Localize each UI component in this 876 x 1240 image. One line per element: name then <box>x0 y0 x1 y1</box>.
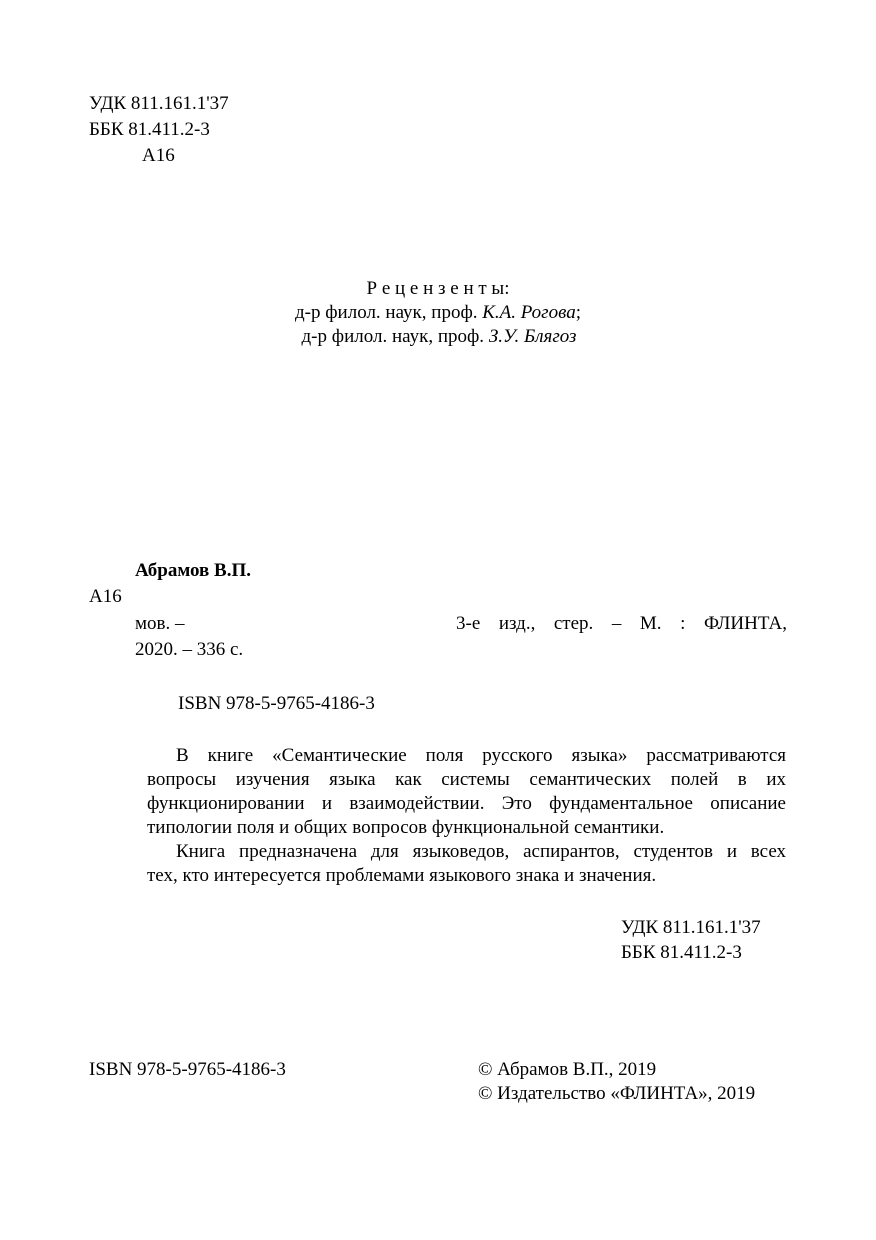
header-bbk: ББК 81.411.2-3 <box>89 119 210 140</box>
bib-line1-left: мов. – <box>135 613 185 634</box>
annotation-p1-line3: функционировании и взаимодействии. Это фундаментальное описание <box>147 793 786 814</box>
header-udk: УДК 811.161.1'37 <box>89 93 229 114</box>
reviewer-degree: д-р филол. наук, проф. <box>301 326 485 347</box>
bib-isbn: ISBN 978-5-9765-4186-3 <box>178 693 375 714</box>
header-author-mark: А16 <box>142 145 175 166</box>
bib-author: Абрамов В.П. <box>135 560 252 581</box>
reviewers-block <box>0 277 876 349</box>
annotation-p1-line1: В книге «Семантические поля русского языка» рассматриваются <box>176 745 786 766</box>
reviewer-name: К.А. Рогова <box>482 302 576 323</box>
copyright-author: © Абрамов В.П., 2019 <box>478 1059 657 1080</box>
annotation-p2-line1: Книга предназначена для языковедов, аспирантов, студентов и всех <box>176 841 786 862</box>
reviewer-suffix: ; <box>575 302 581 323</box>
reviewer-degree: д-р филол. наук, проф. <box>294 302 478 323</box>
annotation-p1-line4: типологии поля и общих вопросов функциональной семантики. <box>147 817 665 838</box>
reviewers-title: Р е ц е н з е н т ы: <box>366 278 510 299</box>
bib-line1-right: 3-е изд., стер. – М. : ФЛИНТА, <box>456 613 787 634</box>
classification-udk: УДК 811.161.1'37 <box>621 917 761 938</box>
classification-bbk: ББК 81.411.2-3 <box>621 942 742 963</box>
bib-line2: 2020. – 336 с. <box>135 639 244 660</box>
reviewer-name: З.У. Блягоз <box>488 326 577 347</box>
footer-isbn: ISBN 978-5-9765-4186-3 <box>89 1059 286 1080</box>
bib-author-mark: А16 <box>89 586 122 607</box>
reviewer-line <box>0 301 876 325</box>
annotation-p2-line2: тех, кто интересуется проблемами языкового знака и значения. <box>147 865 657 886</box>
annotation-p1-line2: вопросы изучения языка как системы семантических полей в их <box>147 769 786 790</box>
copyright-publisher: © Издательство «ФЛИНТА», 2019 <box>478 1083 756 1104</box>
reviewer-line <box>2 325 876 349</box>
